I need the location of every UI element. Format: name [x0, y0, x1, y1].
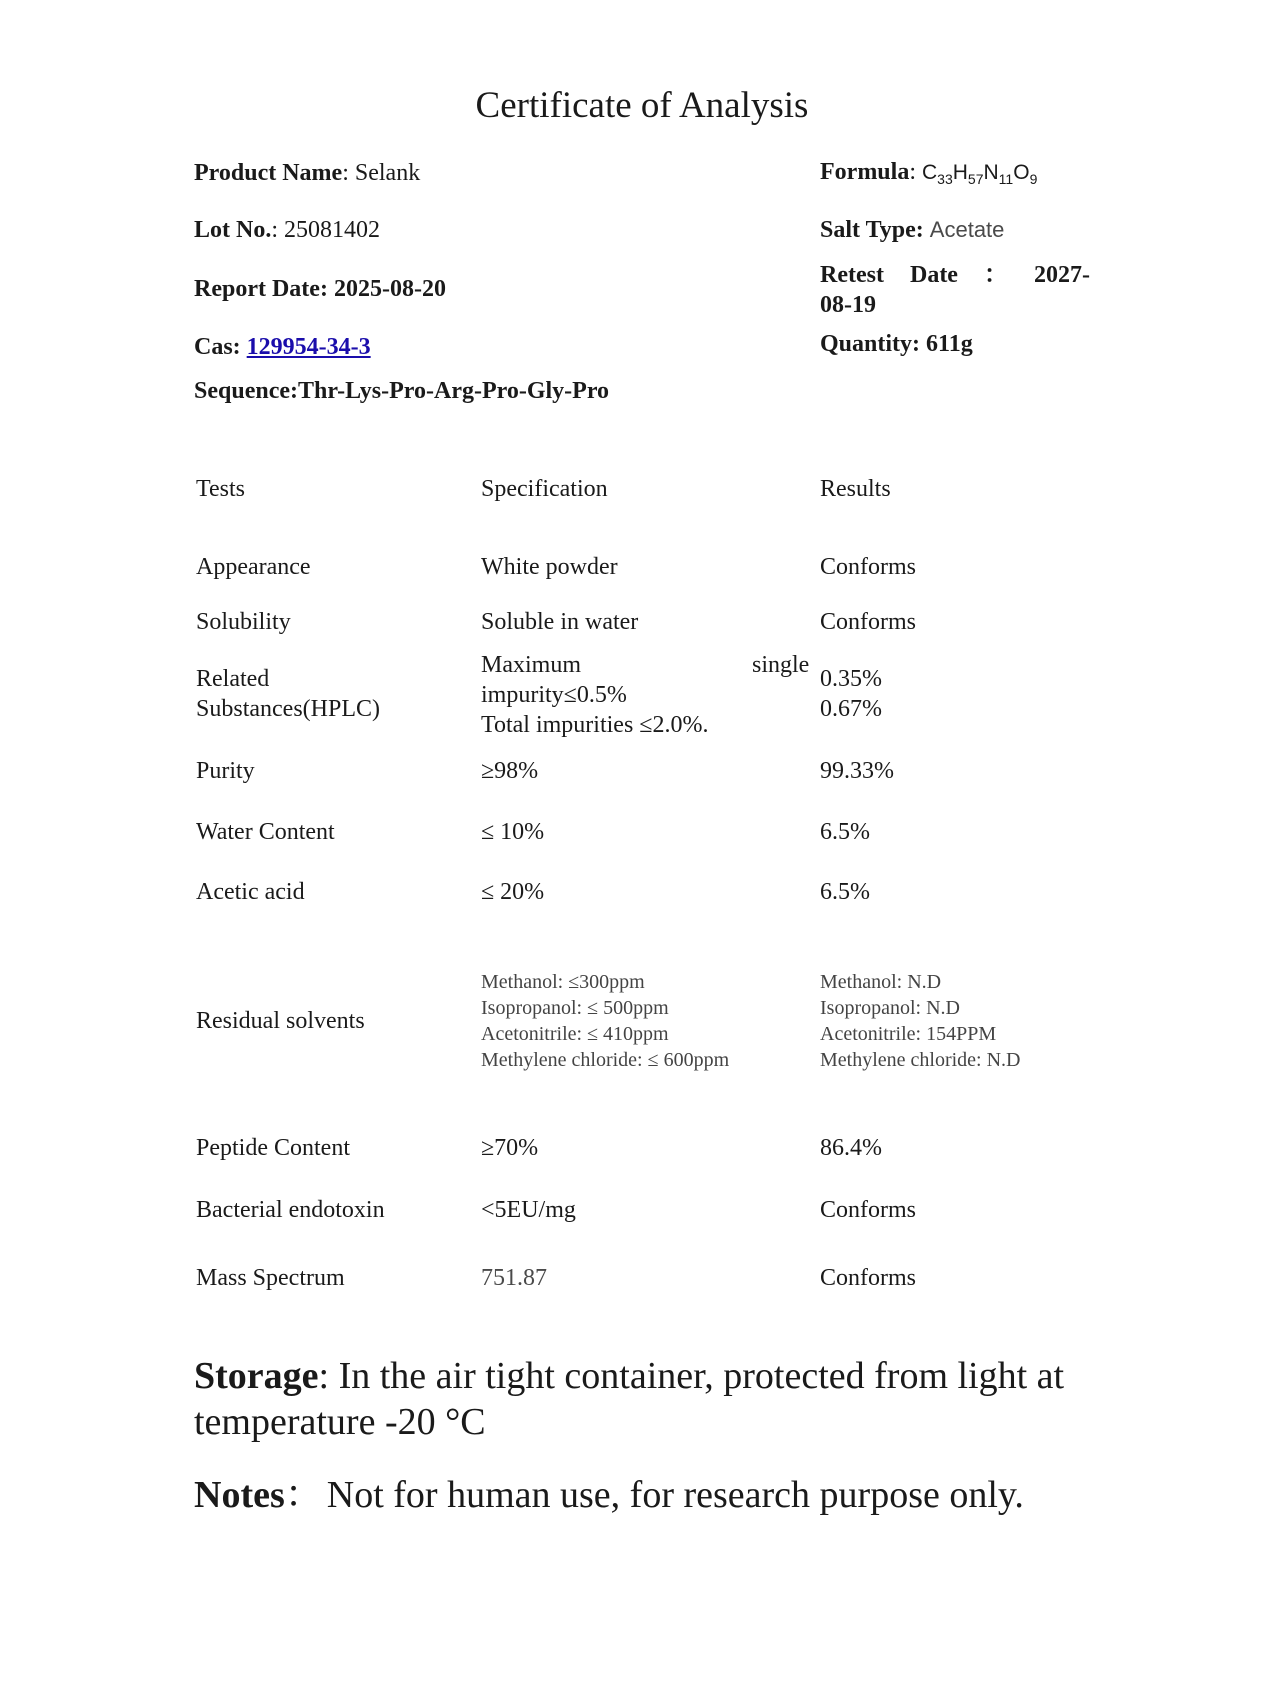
- result-related-line2: 0.67%: [820, 696, 882, 722]
- spec-solubility: Soluble in water: [481, 609, 639, 635]
- storage-label: Storage: [194, 1355, 319, 1397]
- formula-element-o: O: [1013, 161, 1030, 184]
- result-peptide-content: 86.4%: [820, 1135, 882, 1161]
- spec-water-content: ≤ 10%: [481, 819, 545, 845]
- test-peptide-content: Peptide Content: [196, 1135, 350, 1161]
- test-purity: Purity: [196, 758, 255, 784]
- spec-acetic-acid: ≤ 20%: [481, 879, 545, 905]
- formula-element-c: C: [922, 161, 938, 184]
- storage-text: : In the air tight container, protected from light at temperature -20 °C: [194, 1355, 1065, 1443]
- spec-purity: ≥98%: [481, 758, 539, 784]
- lot-number: Lot No.: 25081402: [194, 217, 381, 243]
- storage-statement: [194, 1353, 1094, 1445]
- salt-type: [820, 215, 1004, 245]
- test-related-substances-line1: Related: [196, 666, 270, 692]
- salt-type-value: Acetate: [929, 217, 1005, 242]
- retest-word2: Date: [909, 262, 958, 288]
- result-mass-spectrum: Conforms: [820, 1265, 916, 1291]
- column-header-results: Results: [820, 476, 891, 502]
- formula-label: Formula: [820, 159, 910, 185]
- spec-peptide-content: ≥70%: [481, 1135, 539, 1161]
- notes-label: Notes: [194, 1474, 285, 1516]
- spec-related-line3: Total impurities ≤2.0%.: [481, 712, 709, 738]
- formula-element-h: H: [952, 161, 968, 184]
- quantity-label: Quantity:: [820, 331, 921, 357]
- quantity-value: 611g: [926, 331, 973, 357]
- formula-value: [922, 161, 1038, 188]
- test-acetic-acid: Acetic acid: [196, 879, 305, 905]
- retest-part1: 2027-: [1034, 262, 1090, 288]
- test-water-content: Water Content: [196, 819, 335, 845]
- spec-related-line2: impurity≤0.5%: [481, 682, 627, 708]
- result-methylene-chloride: Methylene chloride: N.D: [820, 1049, 1021, 1071]
- column-header-tests: Tests: [196, 476, 245, 502]
- spec-isopropanol: Isopropanol: ≤ 500ppm: [481, 997, 669, 1019]
- formula-count-h: 57: [967, 171, 984, 188]
- result-related-line1: 0.35%: [820, 666, 882, 692]
- formula-count-o: 9: [1029, 171, 1038, 188]
- formula-element-n: N: [983, 161, 999, 184]
- lot-value: 25081402: [284, 217, 381, 243]
- result-solubility: Conforms: [820, 609, 916, 635]
- spec-appearance: White powder: [481, 554, 618, 580]
- test-bacterial-endotoxin: Bacterial endotoxin: [196, 1197, 385, 1223]
- report-date-label: Report Date:: [194, 276, 328, 302]
- notes-text: Not for human use, for research purpose only.: [326, 1474, 1024, 1516]
- cas-label: Cas:: [194, 334, 241, 360]
- spec-related-word2: single: [752, 652, 810, 678]
- spec-methanol: Methanol: ≤300ppm: [481, 971, 645, 993]
- spec-related-word1: Maximum: [481, 652, 581, 678]
- result-isopropanol: Isopropanol: N.D: [820, 997, 960, 1019]
- result-appearance: Conforms: [820, 554, 916, 580]
- notes-statement: [194, 1472, 1024, 1518]
- retest-part2: 08-19: [820, 292, 876, 318]
- formula-count-n: 11: [998, 171, 1014, 188]
- result-purity: 99.33%: [820, 758, 894, 784]
- cas-link[interactable]: 129954-34-3: [246, 334, 371, 360]
- report-date-value: 2025-08-20: [333, 276, 446, 302]
- sequence-value: Thr-Lys-Pro-Arg-Pro-Gly-Pro: [298, 378, 610, 404]
- retest-word1: Retest: [820, 262, 884, 288]
- report-date: [194, 274, 446, 304]
- result-methanol: Methanol: N.D: [820, 971, 942, 993]
- product-name-label: Product Name: [194, 160, 343, 186]
- spec-acetonitrile: Acetonitrile: ≤ 410ppm: [481, 1023, 669, 1045]
- test-mass-spectrum: Mass Spectrum: [196, 1265, 345, 1291]
- result-acetic-acid: 6.5%: [820, 879, 870, 905]
- spec-methylene-chloride: Methylene chloride: ≤ 600ppm: [481, 1049, 730, 1071]
- notes-colon: ：: [284, 1474, 323, 1516]
- quantity: [820, 329, 973, 359]
- page-title: Certificate of Analysis: [475, 85, 809, 126]
- formula: Formula: $C_{33}H_{57}N_{11}O_9$: [820, 159, 1038, 188]
- product-name: Product Name: Selank: [194, 160, 421, 186]
- test-residual-solvents: Residual solvents: [196, 1008, 365, 1034]
- test-solubility: Solubility: [196, 609, 291, 635]
- result-water-content: 6.5%: [820, 819, 870, 845]
- test-related-substances-line2: Substances(HPLC): [196, 696, 380, 722]
- cas-number: [194, 332, 371, 362]
- sequence: [194, 376, 609, 406]
- product-name-value: Selank: [354, 160, 421, 186]
- retest-colon: ：: [983, 262, 1008, 288]
- sequence-label: Sequence:: [194, 378, 298, 404]
- lot-label: Lot No.: [194, 217, 272, 243]
- test-appearance: Appearance: [196, 554, 311, 580]
- spec-bacterial-endotoxin: <5EU/mg: [481, 1197, 576, 1223]
- salt-type-label: Salt Type:: [820, 217, 924, 243]
- formula-count-c: 33: [937, 171, 953, 188]
- spec-mass-spectrum: 751.87: [481, 1265, 547, 1291]
- column-header-specification: Specification: [481, 476, 608, 502]
- retest-date: [820, 260, 1090, 320]
- result-acetonitrile: Acetonitrile: 154PPM: [820, 1023, 997, 1045]
- result-bacterial-endotoxin: Conforms: [820, 1197, 916, 1223]
